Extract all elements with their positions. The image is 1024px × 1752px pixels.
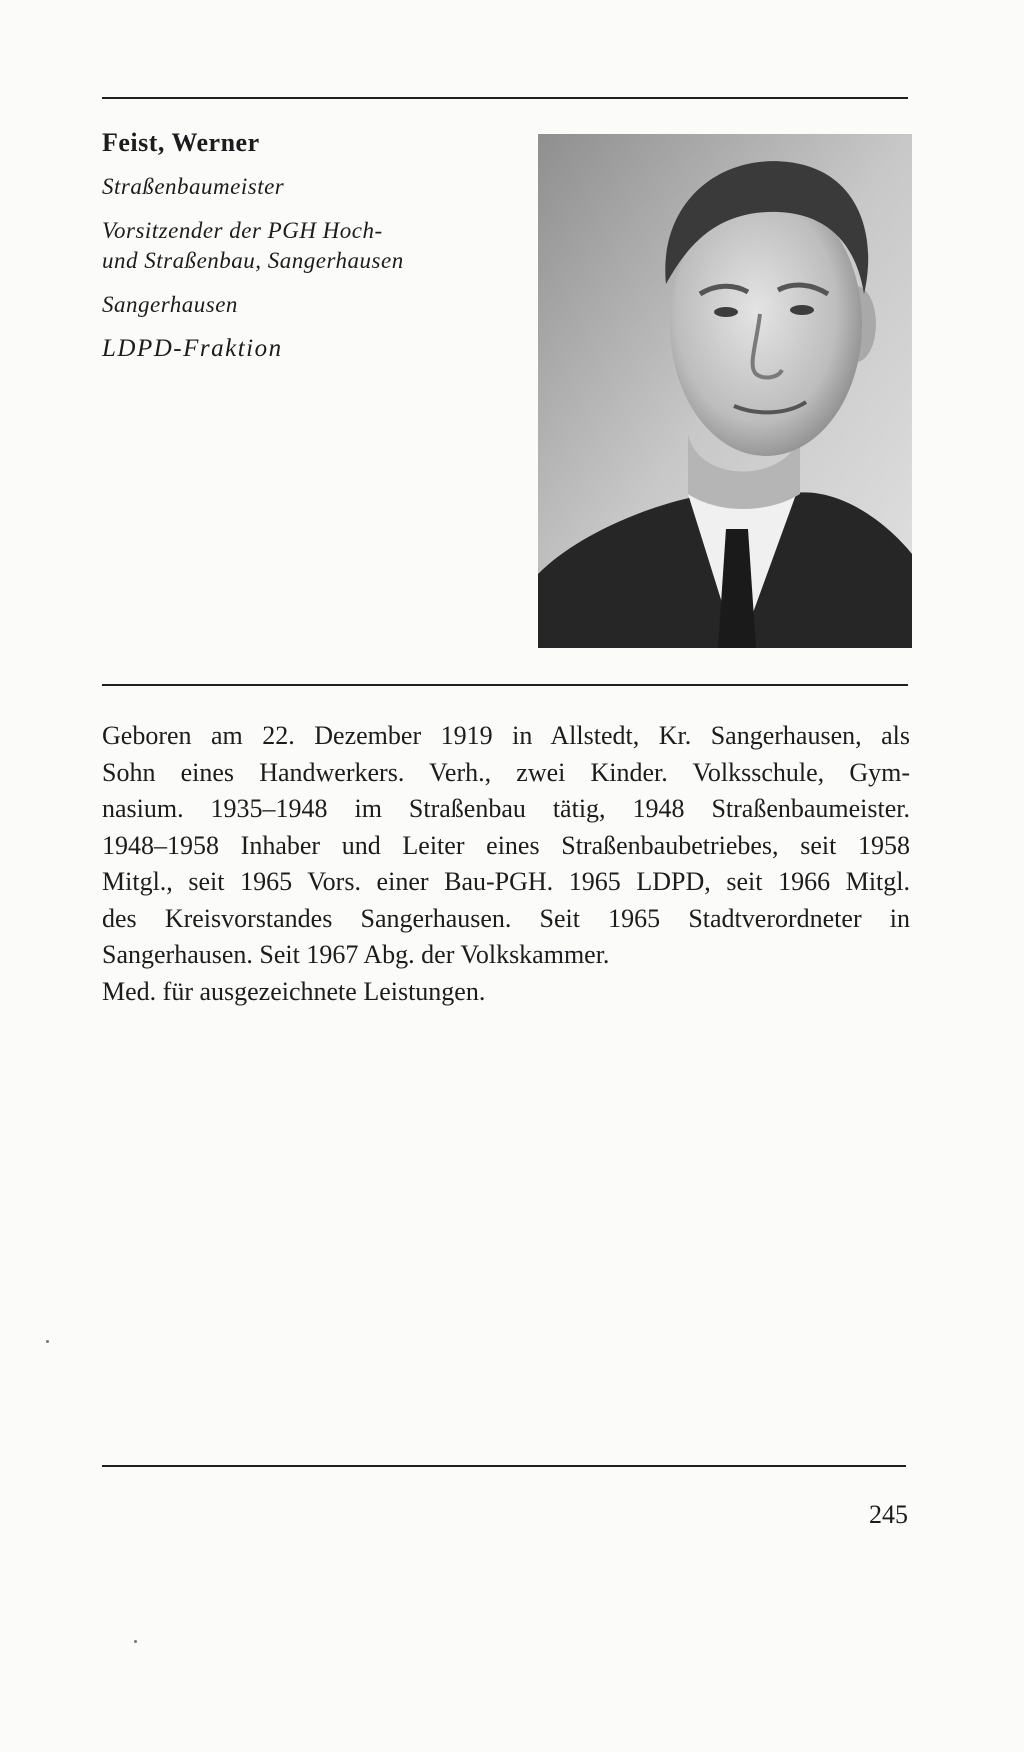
middle-rule <box>102 684 908 686</box>
portrait-photo <box>538 134 912 648</box>
bio-line: 1948–1958 Inhaber und Leiter eines Straßenbaubetriebes, seit 1958 <box>102 830 910 860</box>
bio-line: Sohn eines Handwerkers. Verh., zwei Kinder. Volksschule, Gym- <box>102 757 910 787</box>
bio-line: Geboren am 22. Dezember 1919 in Allstedt, Kr. Sangerhausen, als <box>102 721 910 750</box>
person-name: Feist, Werner <box>102 128 260 157</box>
biography-text <box>102 718 910 1010</box>
scan-speck <box>134 1640 137 1643</box>
page-number: 245 <box>869 1500 908 1529</box>
top-rule <box>102 97 908 99</box>
bottom-rule <box>102 1465 906 1467</box>
faction: LDPD-Fraktion <box>102 335 283 362</box>
bio-line: Mitgl., seit 1965 Vors. einer Bau-PGH. 1965 LDPD, seit 1966 Mitgl. <box>102 867 910 896</box>
bio-line: des Kreisvorstandes Sangerhausen. Seit 1965 Stadtverordneter in <box>102 903 910 933</box>
occupation: Straßenbaumeister <box>102 174 285 199</box>
position-line-1: Vorsitzender der PGH Hoch- <box>102 218 383 243</box>
bio-line: Sangerhausen. Seit 1967 Abg. der Volkskammer. <box>102 940 610 969</box>
entry-header <box>102 128 522 378</box>
bio-line: nasium. 1935–1948 im Straßenbau tätig, 1948 Straßenbaumeister. <box>102 794 910 823</box>
bio-line: Med. für ausgezeichnete Leistungen. <box>102 976 486 1006</box>
portrait-illustration <box>538 134 912 648</box>
position-line-2: und Straßenbau, Sangerhausen <box>102 248 404 273</box>
residence: Sangerhausen <box>102 292 238 317</box>
scan-speck <box>46 1340 49 1343</box>
